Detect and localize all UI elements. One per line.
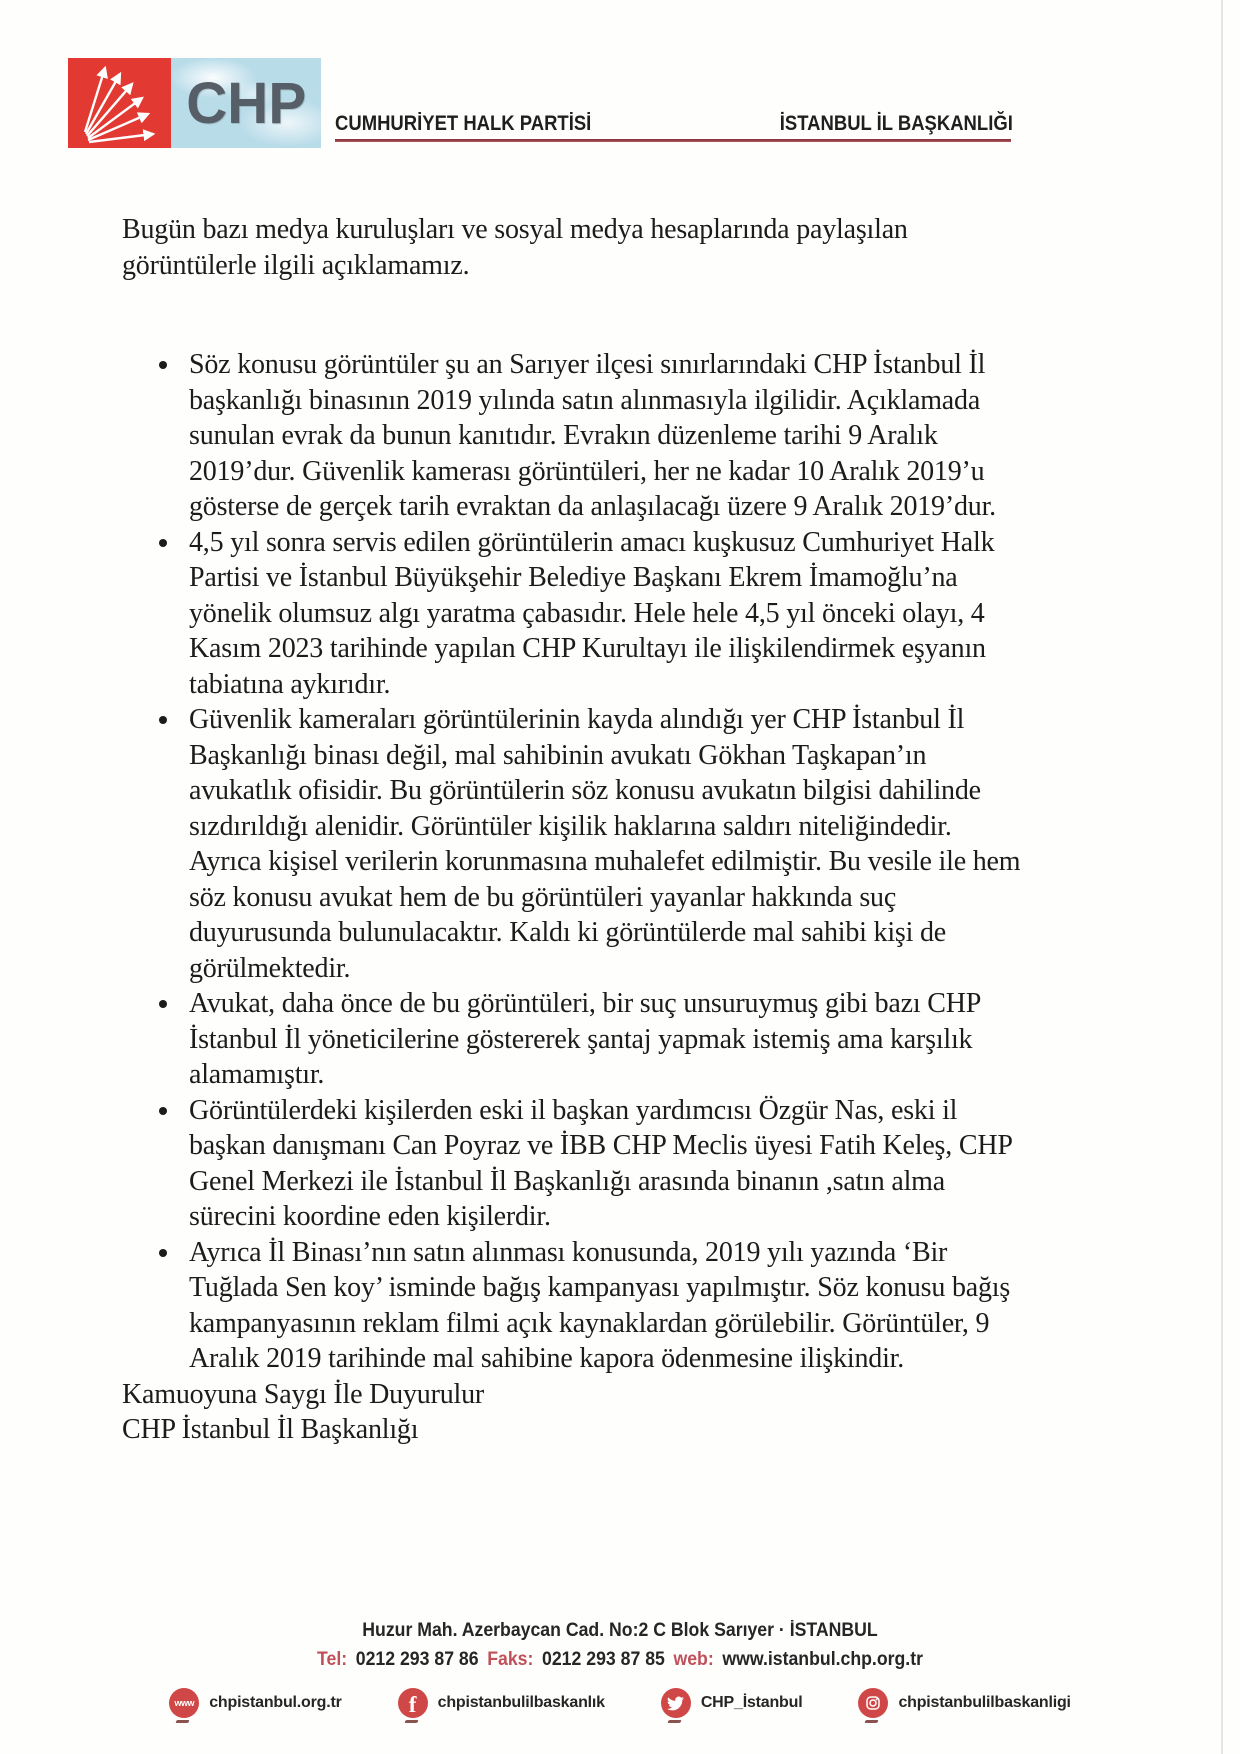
intro-paragraph: Bugün bazı medya kuruluşları ve sosyal medya hesaplarında paylaşılan görüntülerle ilgili açıklamamız.: [122, 214, 908, 281]
web-label: web:: [673, 1649, 714, 1670]
bullet-item: Güvenlik kameraları görüntülerinin kayda alındığı yer CHP İstanbul İl Başkanlığı binası değil, mal sahibinin avukatı Gökhan Taşkapan’ın avukatlık ofisidir. Bu görüntülerin söz konusu avukatın bilgisi dahilinde sızdırıldığı alenidir. Görüntüler kişilik haklarına saldırı niteliğindedir. Ayrıca kişisel verilerin korunmasına muhalefet edilmiştir. Bu vesile ile hem söz konusu avukat hem de bu görüntüleri yayanlar hakkında suç duyurusunda bulunulacaktır. Kaldı ki görüntülerde mal sahibi kişi de görülmektedir.: [189, 702, 1027, 986]
www-icon: www: [169, 1688, 199, 1718]
header-titles: [335, 112, 1013, 146]
bullet-item: Avukat, daha önce de bu görüntüleri, bir suç unsuruymuş gibi bazı CHP İstanbul İl yöneticilerine göstererek şantaj yapmak istemiş ama karşılık alamamıştır.: [189, 986, 1027, 1093]
scan-artifact-line: [1221, 0, 1223, 1754]
bullet-list: [122, 347, 1027, 1377]
chp-logo: [68, 58, 321, 148]
chp-logo-text: CHP: [185, 70, 307, 136]
bullet-item: 4,5 yıl sonra servis edilen görüntülerin amacı kuşkusuz Cumhuriyet Halk Partisi ve İstanbul Büyükşehir Belediye Başkanı Ekrem İmamoğlu’na yönelik olumsuz algı yaratma çabasıdır. Hele hele 4,5 yıl önceki olayı, 4 Kasım 2023 tarihinde yapılan CHP Kurultayı ile ilişkilendirmek eşyanın tabiatına aykırıdır.: [189, 525, 1027, 703]
closing-signature: CHP İstanbul İl Başkanlığı: [122, 1414, 419, 1445]
twitter-handle: CHP_İstanbul: [700, 1694, 803, 1711]
address-line: Huzur Mah. Azerbaycan Cad. No:2 C Blok Sarıyer · İSTANBUL: [362, 1620, 878, 1641]
letterhead-footer: [0, 1620, 1240, 1718]
contact-line: [43, 1649, 1196, 1671]
closing-announcement: Kamuoyuna Saygı İle Duyurulur: [122, 1378, 485, 1410]
faks-value: 0212 293 87 85: [542, 1649, 665, 1670]
twitter-icon: [661, 1688, 691, 1718]
bullet-item: Görüntülerdeki kişilerden eski il başkan yardımcısı Özgür Nas, eski il başkan danışmanı Can Poyraz ve İBB CHP Meclis üyesi Fatih Keleş, CHP Genel Merkezi ile İstanbul İl Başkanlığı arasında binanın ,satın alma sürecini koordine eden kişilerdir.: [189, 1093, 1027, 1235]
chp-logo-wordmark: [171, 58, 321, 148]
instagram-link[interactable]: [858, 1688, 1070, 1718]
facebook-icon: f: [398, 1688, 428, 1718]
bullet-item: Ayrıca İl Binası’nın satın alınması konusunda, 2019 yılı yazında ‘Bir Tuğlada Sen koy’ isminde bağış kampanyası yapılmıştır. Söz konusu bağış kampanyasının reklam filmi açık kaynaklardan görülebilir. Görüntüler, 9 Aralık 2019 tarihinde mal sahibine kapora ödenmesine ilişkindir.: [189, 1235, 1027, 1377]
party-name: CUMHURİYET HALK PARTİSİ: [335, 112, 592, 135]
tel-label: Tel:: [317, 1649, 348, 1670]
faks-label: Faks:: [487, 1649, 534, 1670]
chp-six-arrows-icon: [68, 58, 171, 148]
instagram-icon: [858, 1688, 888, 1718]
social-row: [0, 1688, 1240, 1718]
website-link[interactable]: [169, 1688, 341, 1718]
tel-value: 0212 293 87 86: [355, 1649, 479, 1670]
twitter-link[interactable]: [661, 1688, 803, 1718]
header-rule: [335, 139, 1011, 142]
facebook-handle: chpistanbulilbaskanlık: [437, 1694, 605, 1711]
branch-name: İSTANBUL İL BAŞKANLIĞI: [779, 112, 1013, 135]
instagram-handle: chpistanbulilbaskanligi: [898, 1694, 1071, 1711]
website-handle: chpistanbul.org.tr: [209, 1694, 342, 1711]
web-url[interactable]: www.istanbul.chp.org.tr: [722, 1649, 923, 1670]
bullet-item: Söz konusu görüntüler şu an Sarıyer ilçesi sınırlarındaki CHP İstanbul İl başkanlığı binasının 2019 yılında satın alınmasıyla ilgilidir. Açıklamada sunulan evrak da bunun kanıtıdır. Evrakın düzenleme tarihi 9 Aralık 2019’dur. Güvenlik kamerası görüntüleri, her ne kadar 10 Aralık 2019’u gösterse de gerçek tarih evraktan da anlaşılacağı üzere 9 Aralık 2019’dur.: [189, 347, 1027, 525]
facebook-link[interactable]: [398, 1688, 605, 1718]
press-release-body: [122, 212, 1027, 1448]
